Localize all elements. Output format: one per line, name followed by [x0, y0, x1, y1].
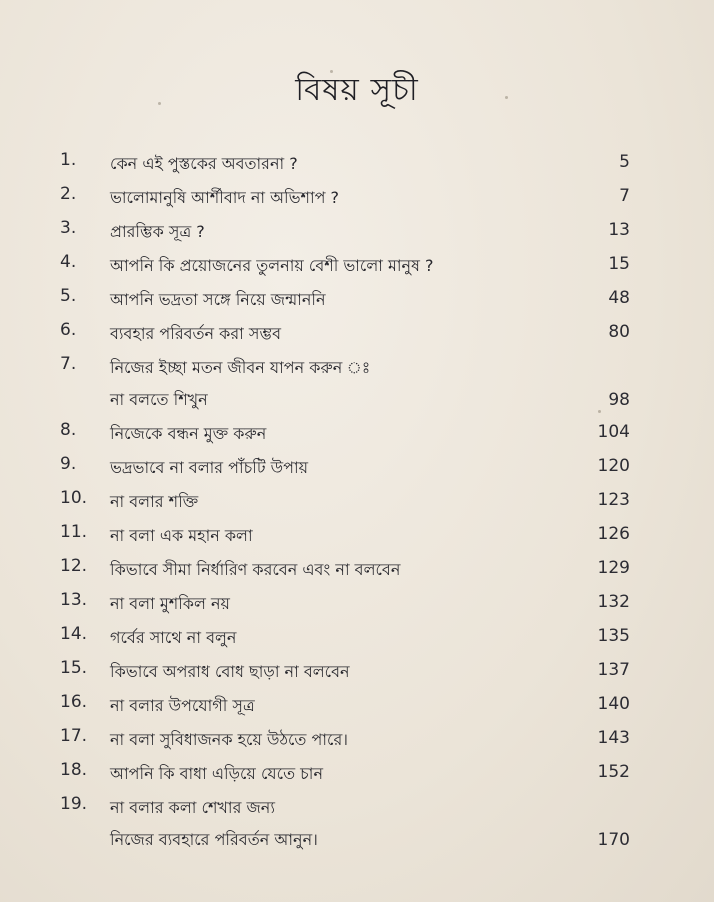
- entry-title-line: কিভাবে সীমা নির্ধারিণ করবেন এবং না বলবেন: [110, 560, 401, 579]
- entry-number: 17.: [60, 726, 88, 746]
- entry-title: [110, 792, 560, 856]
- entry-title: [110, 622, 560, 654]
- entry-number: 6.: [60, 320, 77, 340]
- entry-title: [110, 554, 560, 586]
- toc-entry: [0, 484, 714, 518]
- toc-entry: [0, 282, 714, 316]
- toc-entry: [0, 552, 714, 586]
- entry-title-line-2: নিজের ব্যবহারে পরিবর্তন আনুন।: [110, 830, 318, 849]
- toc-entry: [0, 416, 714, 450]
- entry-title: [110, 182, 560, 214]
- toc-entry: [0, 790, 714, 856]
- entry-page-number: 13: [608, 220, 630, 240]
- entry-title-line: না বলা সুবিধাজনক হয়ে উঠতে পারে।: [110, 730, 348, 749]
- entry-page-number: 5: [619, 152, 630, 172]
- entry-number: 13.: [60, 590, 88, 610]
- toc-entry: [0, 146, 714, 180]
- entry-number: 9.: [60, 454, 77, 474]
- page-title: বিষয় সূচী: [295, 72, 419, 108]
- entry-title-line: নিজেকে বন্ধন মুক্ত করুন: [110, 424, 267, 443]
- entry-title: [110, 250, 560, 282]
- toc-entry: [0, 620, 714, 654]
- entry-title: [110, 318, 560, 350]
- entry-title: [110, 148, 560, 180]
- entry-title-line: কিভাবে অপরাধ বোধ ছাড়া না বলবেন: [110, 662, 350, 681]
- entry-number: 7.: [60, 354, 77, 374]
- entry-title-line: ব্যবহার পরিবর্তন করা সম্ভব: [110, 324, 282, 343]
- entry-page-number: 48: [608, 288, 630, 308]
- entry-page-number: 80: [608, 322, 630, 342]
- entry-number: 14.: [60, 624, 88, 644]
- entry-number: 1.: [60, 150, 77, 170]
- entry-number: 15.: [60, 658, 88, 678]
- entry-title-line: নিজের ইচ্ছা মতন জীবন যাপন করুন ঃ: [110, 358, 371, 377]
- toc-entry: [0, 654, 714, 688]
- entry-page-number: 120: [597, 456, 630, 476]
- entry-title-line: আপনি ভদ্রতা সঙ্গে নিয়ে জন্মাননি: [110, 290, 326, 309]
- entry-number: 18.: [60, 760, 88, 780]
- entry-title-line: প্রারম্ভিক সূত্র ?: [110, 222, 205, 241]
- entry-title: [110, 690, 560, 722]
- entry-title-line: না বলার কলা শেখার জন্য: [110, 798, 275, 817]
- toc-entry: [0, 350, 714, 416]
- entry-page-number: 104: [597, 422, 630, 442]
- entry-title-line: না বলা এক মহান কলা: [110, 526, 253, 545]
- entry-number: 3.: [60, 218, 77, 238]
- entry-number: 5.: [60, 286, 77, 306]
- toc-entry: [0, 214, 714, 248]
- entry-page-number: 143: [597, 728, 630, 748]
- entry-title: [110, 452, 560, 484]
- entry-title: [110, 216, 560, 248]
- entry-title-line: গর্বের সাথে না বলুন: [110, 628, 237, 647]
- entry-title-line: না বলা মুশকিল নয়: [110, 594, 230, 613]
- entry-page-number: 137: [597, 660, 630, 680]
- entry-title: [110, 656, 560, 688]
- toc-entry: [0, 586, 714, 620]
- entry-number: 11.: [60, 522, 88, 542]
- entry-title: [110, 352, 560, 416]
- entry-page-number: 98: [608, 390, 630, 410]
- toc-entry: [0, 180, 714, 214]
- entry-number: 10.: [60, 488, 88, 508]
- entry-number: 8.: [60, 420, 77, 440]
- entry-title: [110, 284, 560, 316]
- entry-title: [110, 418, 560, 450]
- entry-page-number: 135: [597, 626, 630, 646]
- entry-number: 2.: [60, 184, 77, 204]
- entry-number: 12.: [60, 556, 88, 576]
- entry-page-number: 129: [597, 558, 630, 578]
- toc-entry: [0, 756, 714, 790]
- table-of-contents: [0, 146, 714, 856]
- entry-page-number: 126: [597, 524, 630, 544]
- entry-title-line: ভদ্রভাবে না বলার পাঁচটি উপায়: [110, 458, 309, 477]
- toc-entry: [0, 450, 714, 484]
- toc-entry: [0, 688, 714, 722]
- entry-page-number: 15: [608, 254, 630, 274]
- entry-title-line: আপনি কি প্রয়োজনের তুলনায় বেশী ভালো মানুষ ?: [110, 256, 434, 275]
- entry-page-number: 123: [597, 490, 630, 510]
- entry-title-line-2: না বলতে শিখুন: [110, 390, 208, 409]
- entry-title-line: ভালোমানুষি আর্শীবাদ না অভিশাপ ?: [110, 188, 340, 207]
- entry-title: [110, 724, 560, 756]
- entry-title: [110, 758, 560, 790]
- toc-entry: [0, 722, 714, 756]
- toc-entry: [0, 518, 714, 552]
- entry-title-line: আপনি কি বাধা এড়িয়ে যেতে চান: [110, 764, 323, 783]
- entry-title-line: না বলার শক্তি: [110, 492, 199, 511]
- toc-entry: [0, 248, 714, 282]
- entry-number: 4.: [60, 252, 77, 272]
- toc-entry: [0, 316, 714, 350]
- entry-title: [110, 520, 560, 552]
- entry-number: 19.: [60, 794, 88, 814]
- entry-page-number: 170: [597, 830, 630, 850]
- entry-title-line: কেন এই পুস্তকের অবতারনা ?: [110, 154, 298, 173]
- entry-page-number: 7: [619, 186, 630, 206]
- entry-number: 16.: [60, 692, 88, 712]
- entry-title: [110, 486, 560, 518]
- entry-page-number: 140: [597, 694, 630, 714]
- entry-page-number: 152: [597, 762, 630, 782]
- entry-title: [110, 588, 560, 620]
- entry-page-number: 132: [597, 592, 630, 612]
- entry-title-line: না বলার উপযোগী সূত্র: [110, 696, 255, 715]
